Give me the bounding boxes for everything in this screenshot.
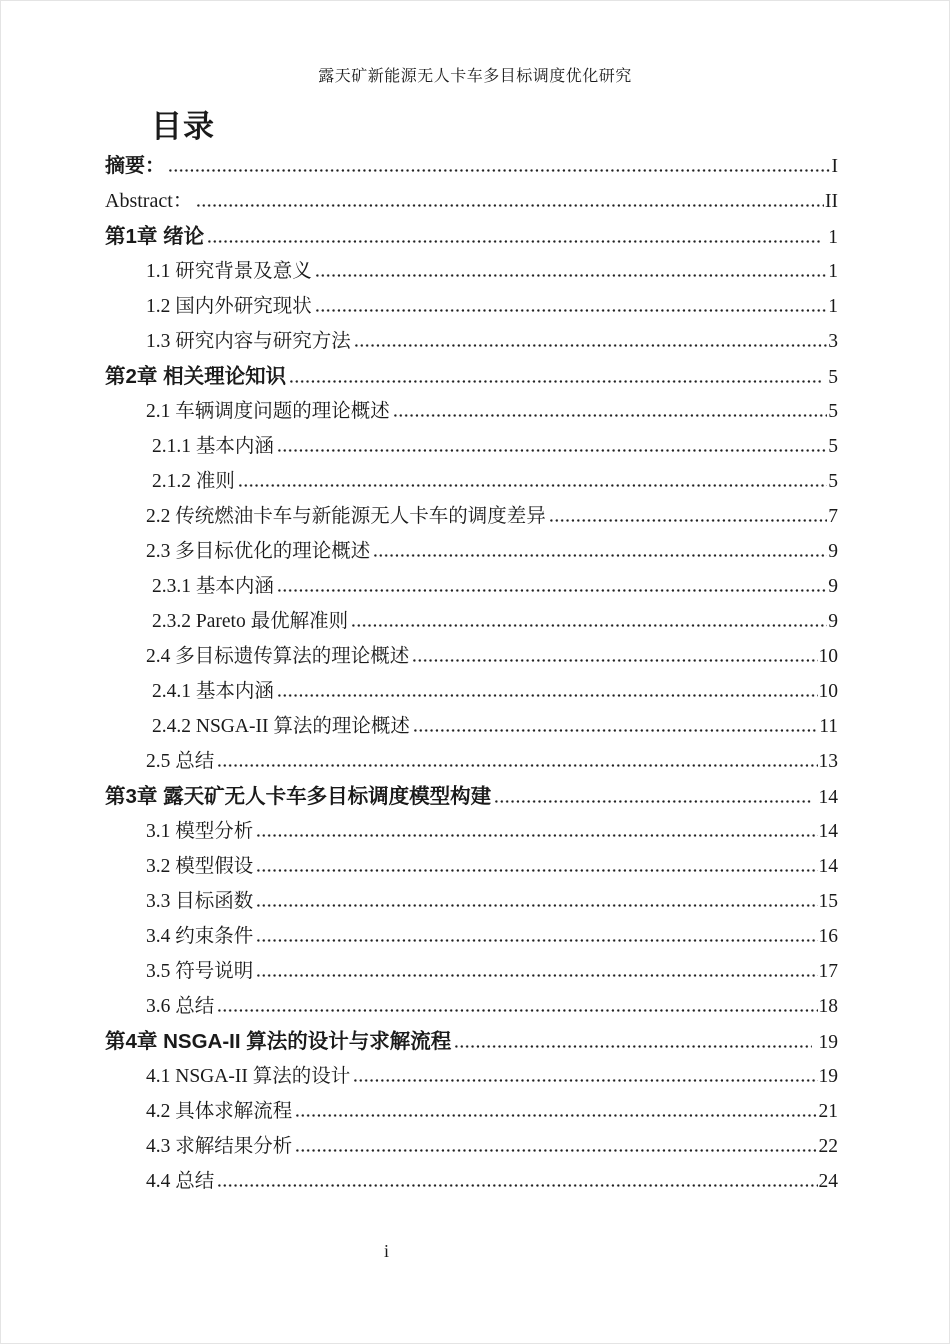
- dot-leader: [296, 1149, 817, 1152]
- toc-entry-page: 5: [828, 367, 838, 388]
- dot-leader: [239, 484, 827, 487]
- dot-leader: [169, 169, 831, 172]
- toc-entry-label: 4.4 总结: [146, 1171, 215, 1192]
- dot-leader: [257, 904, 817, 907]
- toc-entry-page: 14: [818, 856, 838, 877]
- toc-entry-page: 19: [818, 1066, 838, 1087]
- dot-leader: [413, 659, 817, 662]
- toc-entry[interactable]: [105, 429, 838, 464]
- toc-entry[interactable]: [105, 1164, 838, 1199]
- toc-entry-page: 9: [828, 576, 838, 597]
- toc-entry[interactable]: [105, 674, 838, 709]
- toc-entry[interactable]: [105, 884, 838, 919]
- dot-leader: [455, 1045, 811, 1048]
- toc-entry-page: 14: [818, 821, 838, 842]
- toc-entry-page: 19: [818, 1032, 838, 1053]
- toc-entry-label: 1.3 研究内容与研究方法: [146, 331, 351, 352]
- toc-entry[interactable]: [105, 954, 838, 989]
- toc-entry-page: 24: [818, 1171, 838, 1192]
- toc-entry-page: 1: [828, 227, 838, 248]
- dot-leader: [218, 1009, 817, 1012]
- toc-entry-page: 14: [818, 787, 838, 808]
- toc-entry-page: 7: [828, 506, 838, 527]
- toc-entry-label: 2.1.1 基本内涵: [152, 436, 274, 457]
- toc-list: [105, 149, 838, 1199]
- dot-leader: [278, 449, 827, 452]
- toc-entry-page: 1: [828, 261, 838, 282]
- dot-leader: [257, 974, 817, 977]
- toc-entry-page: 15: [818, 891, 838, 912]
- toc-entry[interactable]: [105, 499, 838, 534]
- dot-leader: [394, 414, 827, 417]
- dot-leader: [208, 240, 821, 243]
- dot-leader: [197, 204, 824, 207]
- running-header-title: 露天矿新能源无人卡车多目标调度优化研究: [318, 68, 632, 85]
- toc-entry-label: 1.1 研究背景及意义: [146, 261, 312, 282]
- toc-entry-page: 16: [818, 926, 838, 947]
- toc-entry-label: 2.4.1 基本内涵: [152, 681, 274, 702]
- toc-entry-page: 5: [828, 401, 838, 422]
- toc-entry-label: 4.1 NSGA-II 算法的设计: [146, 1066, 351, 1087]
- toc-entry[interactable]: [105, 254, 838, 289]
- toc-entry[interactable]: [105, 1059, 838, 1094]
- toc-entry[interactable]: [105, 744, 838, 779]
- toc-entry-label: Abstract：: [105, 190, 193, 212]
- toc-entry-page: 9: [828, 541, 838, 562]
- toc-entry-label: 3.2 模型假设: [146, 856, 254, 877]
- toc-entry-label: 4.2 具体求解流程: [146, 1101, 293, 1122]
- toc-entry-label: 2.1.2 准则: [152, 471, 235, 492]
- toc-entry[interactable]: [105, 324, 838, 359]
- toc-entry-label: 第2章 相关理论知识: [105, 365, 287, 388]
- toc-entry-page: 18: [818, 996, 838, 1017]
- toc-entry[interactable]: [105, 1129, 838, 1164]
- toc-entry[interactable]: [105, 779, 838, 814]
- toc-entry-page: 10: [818, 646, 838, 667]
- toc-entry-page: 5: [828, 471, 838, 492]
- toc-entry-page: 3: [828, 331, 838, 352]
- toc-entry[interactable]: [105, 814, 838, 849]
- toc-entry-page: I: [831, 156, 838, 177]
- toc-entry[interactable]: [105, 709, 838, 744]
- toc-entry-label: 3.4 约束条件: [146, 926, 254, 947]
- toc-entry-label: 第4章 NSGA-II 算法的设计与求解流程: [105, 1030, 452, 1053]
- toc-entry-page: II: [825, 191, 838, 212]
- dot-leader: [218, 1184, 817, 1187]
- toc-entry-label: 2.1 车辆调度问题的理论概述: [146, 401, 390, 422]
- toc-entry-label: 2.4 多目标遗传算法的理论概述: [146, 646, 410, 667]
- dot-leader: [374, 554, 827, 557]
- toc-entry-page: 9: [828, 611, 838, 632]
- toc-entry-page: 1: [828, 296, 838, 317]
- toc-entry-page: 10: [818, 681, 838, 702]
- dot-leader: [257, 834, 817, 837]
- dot-leader: [278, 694, 818, 697]
- toc-entry[interactable]: [105, 534, 838, 569]
- toc-entry-page: 5: [828, 436, 838, 457]
- toc-entry[interactable]: [105, 184, 838, 219]
- dot-leader: [354, 1079, 817, 1082]
- toc-entry-page: 21: [818, 1101, 838, 1122]
- toc-entry[interactable]: [105, 464, 838, 499]
- dot-leader: [296, 1114, 817, 1117]
- toc-entry[interactable]: [105, 849, 838, 884]
- toc-entry[interactable]: [105, 919, 838, 954]
- toc-entry[interactable]: [105, 219, 838, 254]
- toc-title: 目录: [151, 109, 215, 144]
- toc-entry-page: 13: [818, 751, 838, 772]
- dot-leader: [316, 274, 827, 277]
- toc-entry[interactable]: [105, 394, 838, 429]
- dot-leader: [355, 344, 827, 347]
- toc-entry[interactable]: [105, 639, 838, 674]
- toc-entry-label: 摘要：: [105, 155, 165, 177]
- toc-entry[interactable]: [105, 569, 838, 604]
- toc-entry-label: 3.5 符号说明: [146, 961, 254, 982]
- toc-entry[interactable]: [105, 359, 838, 394]
- toc-entry-label: 3.3 目标函数: [146, 891, 254, 912]
- toc-entry-label: 2.2 传统燃油卡车与新能源无人卡车的调度差异: [146, 506, 546, 527]
- toc-entry-label: 2.4.2 NSGA-II 算法的理论概述: [152, 716, 410, 737]
- toc-entry-label: 2.5 总结: [146, 751, 215, 772]
- dot-leader: [278, 589, 827, 592]
- footer-page-number: i: [384, 1241, 390, 1261]
- dot-leader: [290, 380, 821, 383]
- toc-entry-label: 3.1 模型分析: [146, 821, 254, 842]
- dot-leader: [257, 939, 817, 942]
- dot-leader: [495, 800, 811, 803]
- dot-leader: [414, 729, 818, 732]
- toc-entry-page: 22: [818, 1136, 838, 1157]
- dot-leader: [218, 764, 817, 767]
- toc-entry-label: 3.6 总结: [146, 996, 215, 1017]
- toc-entry-label: 第3章 露天矿无人卡车多目标调度模型构建: [105, 785, 492, 808]
- toc-entry-label: 2.3.1 基本内涵: [152, 576, 274, 597]
- toc-entry[interactable]: [105, 149, 838, 184]
- toc-entry[interactable]: [105, 1094, 838, 1129]
- toc-entry-label: 2.3.2 Pareto 最优解准则: [152, 611, 349, 632]
- dot-leader: [352, 624, 827, 627]
- toc-entry-label: 4.3 求解结果分析: [146, 1136, 293, 1157]
- toc-entry-label: 第1章 绪论: [105, 225, 205, 248]
- toc-entry[interactable]: [105, 604, 838, 639]
- toc-entry[interactable]: [105, 289, 838, 324]
- toc-entry-page: 17: [818, 961, 838, 982]
- toc-entry[interactable]: [105, 1024, 838, 1059]
- toc-entry-label: 2.3 多目标优化的理论概述: [146, 541, 371, 562]
- toc-entry-label: 1.2 国内外研究现状: [146, 296, 312, 317]
- dot-leader: [257, 869, 817, 872]
- dot-leader: [550, 519, 827, 522]
- toc-entry[interactable]: [105, 989, 838, 1024]
- dot-leader: [316, 309, 827, 312]
- toc-entry-page: 11: [819, 716, 838, 737]
